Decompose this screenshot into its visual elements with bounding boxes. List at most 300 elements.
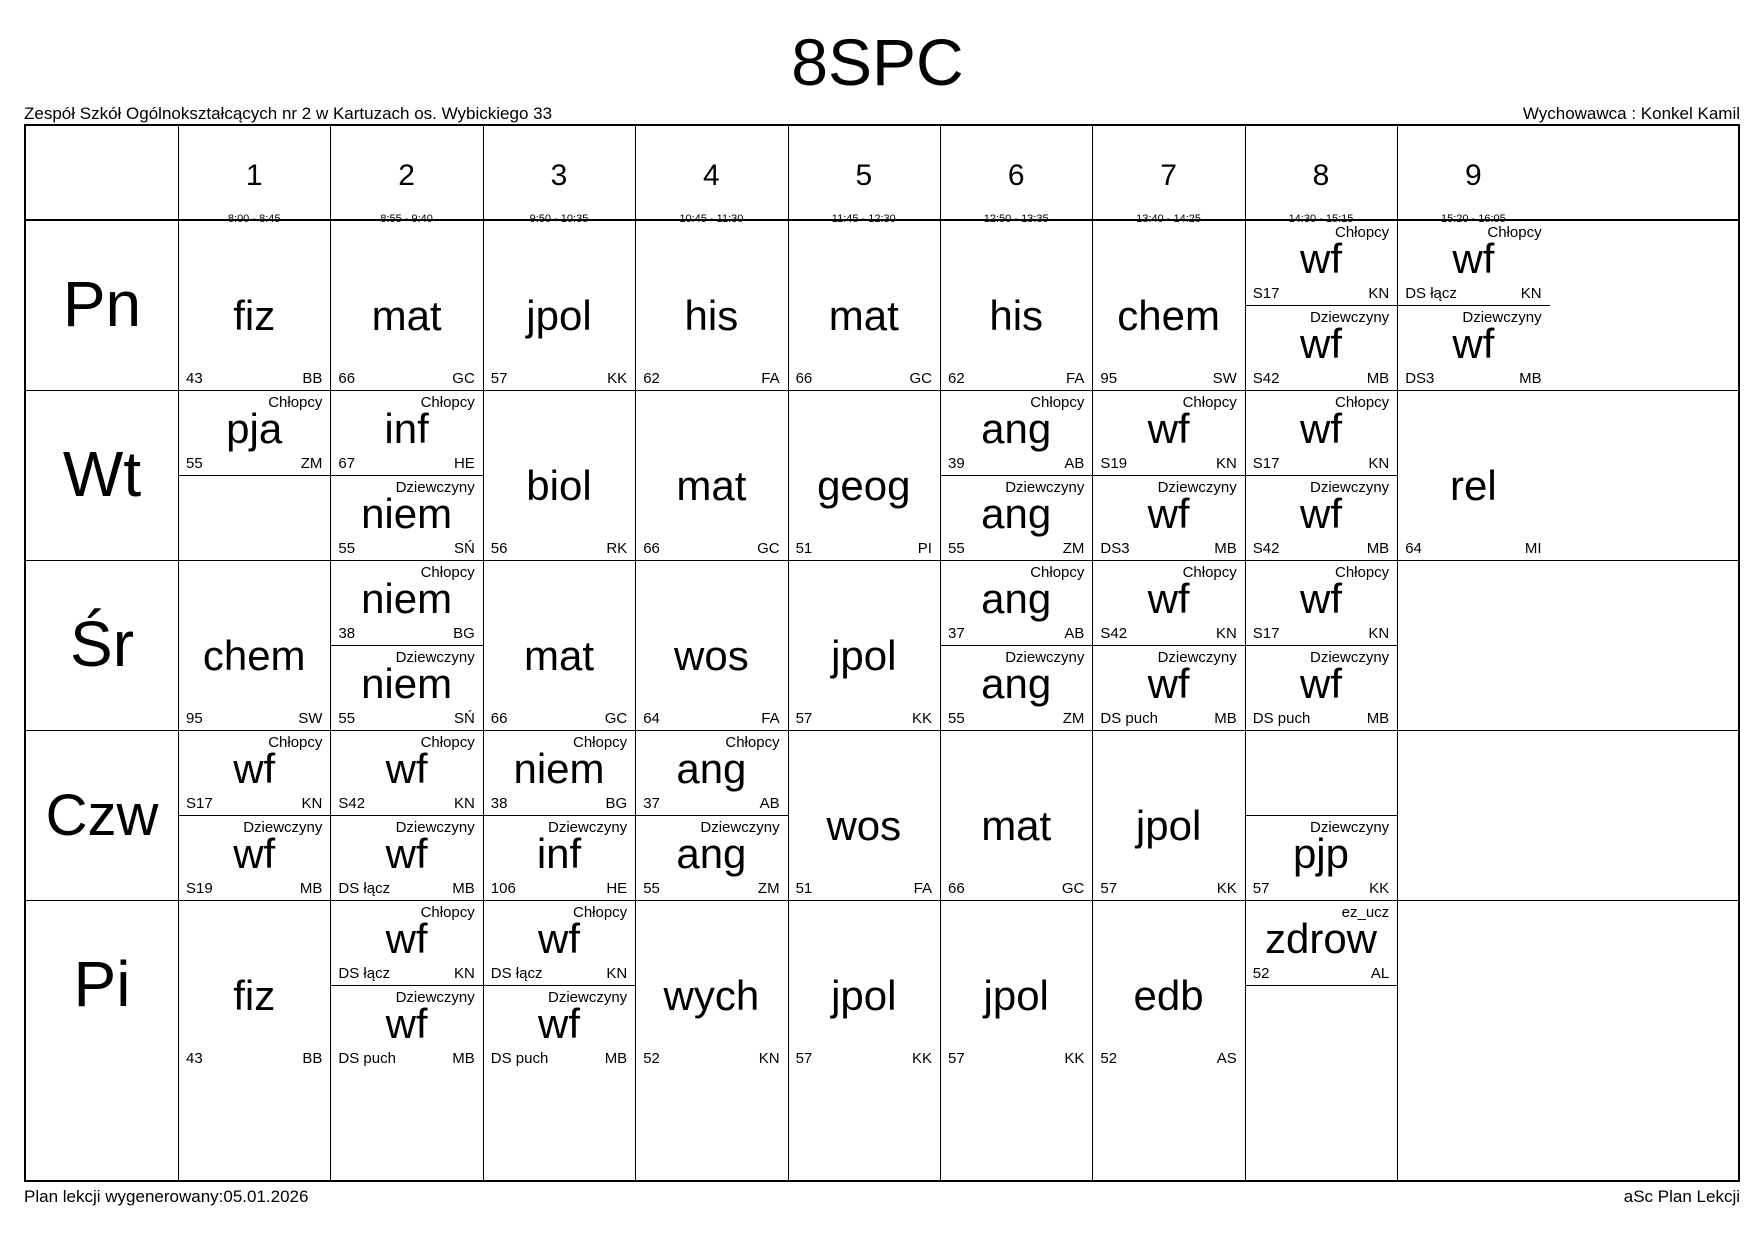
grid-line: [1245, 985, 1397, 986]
room-number: 64: [1405, 540, 1422, 557]
lesson-half-top: [635, 730, 787, 815]
group-label: Dziewczyny: [1310, 819, 1390, 836]
room-number: S17: [1252, 625, 1280, 642]
room-number: 106: [490, 880, 516, 897]
teacher-code: KN: [453, 965, 475, 982]
subject-name: wf: [1452, 235, 1495, 282]
teacher-code: AB: [1064, 625, 1085, 642]
period-header: [330, 126, 482, 225]
subject-name: wf: [537, 1000, 580, 1047]
group-label: Dziewczyny: [395, 819, 475, 836]
group-label: Chłopcy: [268, 734, 323, 751]
teacher-code: MB: [452, 880, 475, 897]
teacher-code: FA: [761, 710, 780, 727]
teacher-code: MB: [1214, 710, 1237, 727]
room-number: 66: [643, 540, 660, 557]
subject-name: jpol: [831, 632, 897, 679]
room-number: 55: [643, 880, 660, 897]
lesson-half-top: [1245, 220, 1397, 305]
lesson-half-top: [330, 900, 482, 985]
lesson-half-top: [940, 390, 1092, 475]
period-header: [788, 126, 940, 225]
room-number: S17: [1252, 455, 1280, 472]
teacher-code: AL: [1370, 965, 1390, 982]
lesson-half-bottom: [483, 815, 635, 900]
period-header: [483, 126, 635, 225]
lesson-half-bottom: [1092, 475, 1244, 560]
subject-name: mat: [371, 292, 442, 339]
room-number: 38: [338, 625, 356, 642]
period-header: [635, 126, 787, 225]
teacher-code: MB: [1366, 540, 1390, 557]
group-label: Chłopcy: [1334, 224, 1390, 241]
teacher-code: HE: [606, 880, 628, 897]
lesson-half-top: [483, 730, 635, 815]
period-number: 1: [245, 159, 263, 192]
day-name: Wt: [62, 438, 142, 510]
group-label: Dziewczyny: [1310, 479, 1390, 496]
lesson-half-top: [940, 560, 1092, 645]
teacher-code: GC: [757, 540, 780, 557]
teacher-code: KK: [911, 1050, 932, 1067]
subject-name: wf: [1452, 320, 1495, 367]
room-number: 57: [1252, 880, 1270, 897]
group-label: Dziewczyny: [1310, 309, 1390, 326]
room-number: DS łącz: [490, 965, 543, 982]
teacher-code: ZM: [1062, 710, 1085, 727]
group-label: Chłopcy: [1182, 564, 1237, 581]
teacher-code: BG: [605, 795, 628, 812]
teacher-code: KN: [1368, 455, 1390, 472]
lesson-half-top: [178, 730, 330, 815]
group-label: Chłopcy: [420, 734, 475, 751]
subject-name: chem: [202, 632, 306, 679]
lesson-half-bottom: [940, 645, 1092, 730]
day-cell: [26, 730, 178, 900]
room-number: S42: [1252, 370, 1280, 387]
teacher-code: SW: [298, 710, 323, 727]
teacher-code: BG: [453, 625, 475, 642]
lesson-cell: [635, 900, 787, 1070]
room-number: 52: [643, 1050, 660, 1067]
subject-name: wos: [674, 632, 749, 679]
teacher-code: BB: [302, 1050, 323, 1067]
group-label: Chłopcy: [268, 394, 323, 411]
subject-name: fiz: [233, 972, 276, 1019]
period-time: 12:50 - 13:35: [983, 213, 1049, 225]
lesson-cell: [1092, 900, 1244, 1070]
teacher-code: KN: [758, 1050, 780, 1067]
subject-name: jpol: [983, 972, 1049, 1019]
lesson-cell: [788, 900, 940, 1070]
teacher-code: ZM: [1062, 540, 1085, 557]
room-number: 95: [186, 710, 203, 727]
subject-name: wf: [1299, 660, 1342, 707]
teacher-code: KN: [1215, 455, 1237, 472]
room-number: 51: [795, 880, 813, 897]
teacher-code: SW: [1212, 370, 1237, 387]
room-number: 39: [948, 455, 965, 472]
teacher-code: MB: [452, 1050, 475, 1067]
lesson-half-top: [1245, 900, 1397, 985]
teacher-code: KK: [607, 370, 628, 387]
lesson-half-bottom: [330, 645, 482, 730]
period-header: [1092, 126, 1244, 225]
subject-name: his: [684, 292, 739, 339]
room-number: 55: [948, 710, 965, 727]
teacher-code: KN: [453, 795, 475, 812]
lesson-half-top: [178, 390, 330, 475]
teacher-code: KN: [1368, 625, 1390, 642]
subject-name: ang: [676, 745, 747, 792]
period-time: 13:40 - 14:25: [1136, 213, 1201, 225]
subject-name: pjp: [1292, 830, 1350, 877]
subject-name: jpol: [526, 292, 592, 339]
group-label: ez_ucz: [1341, 904, 1390, 921]
teacher-code: KN: [1215, 625, 1237, 642]
teacher-code: ZM: [300, 455, 323, 472]
period-header: [1245, 126, 1397, 225]
lesson-half-top: [1092, 390, 1244, 475]
room-number: 62: [643, 370, 660, 387]
lesson-cell: [940, 220, 1092, 390]
group-label: Chłopcy: [1030, 564, 1085, 581]
room-number: 66: [948, 880, 965, 897]
room-number: DS łącz: [338, 880, 391, 897]
lesson-half-top: [330, 730, 482, 815]
room-number: 62: [948, 370, 965, 387]
subject-name: zdrow: [1264, 915, 1378, 962]
subject-name: ang: [981, 405, 1052, 452]
lesson-cell: [178, 220, 330, 390]
subject-name: niem: [513, 745, 605, 792]
teacher-code: KN: [1368, 285, 1390, 302]
room-number: 38: [490, 795, 508, 812]
lesson-cell: [788, 730, 940, 900]
subject-name: wf: [233, 745, 276, 792]
day-cell: [26, 560, 178, 730]
lesson-half-bottom: [1245, 645, 1397, 730]
lesson-cell: [1092, 220, 1244, 390]
subject-name: edb: [1133, 972, 1204, 1019]
group-label: Dziewczyny: [1005, 649, 1085, 666]
group-label: Dziewczyny: [1157, 649, 1237, 666]
subject-name: wf: [537, 915, 580, 962]
teacher-code: RK: [606, 540, 628, 557]
teacher-code: KN: [606, 965, 628, 982]
period-number: 2: [398, 159, 415, 192]
subject-name: inf: [536, 830, 582, 877]
teacher-code: GC: [452, 370, 475, 387]
timetable-grid: [24, 124, 1740, 1182]
subject-name: biol: [526, 462, 592, 509]
subject-name: fiz: [233, 292, 276, 339]
teacher-code: MB: [299, 880, 323, 897]
teacher-code: SŃ: [453, 710, 475, 727]
teacher-code: AS: [1216, 1050, 1237, 1067]
room-number: 66: [795, 370, 813, 387]
teacher-code: KN: [1520, 285, 1542, 302]
app-credit: aSc Plan Lekcji: [1623, 1187, 1740, 1206]
teacher-code: KK: [1064, 1050, 1085, 1067]
lesson-half-top: [1092, 560, 1244, 645]
teacher-code: AB: [1064, 455, 1085, 472]
period-time: 10:45 - 11:30: [679, 213, 744, 225]
room-number: 37: [643, 795, 660, 812]
group-label: Chłopcy: [1487, 224, 1542, 241]
period-time: 8:00 - 8:45: [227, 213, 281, 225]
room-number: 55: [186, 455, 203, 472]
group-label: Chłopcy: [725, 734, 780, 751]
room-number: 43: [186, 370, 203, 387]
lesson-half-bottom: [1245, 475, 1397, 560]
lesson-half-bottom: [1092, 645, 1244, 730]
teacher-code: MI: [1524, 540, 1542, 557]
room-number: S42: [1100, 625, 1128, 642]
lesson-cell: [788, 560, 940, 730]
lesson-cell: [483, 220, 635, 390]
subject-name: wf: [1147, 490, 1190, 537]
room-number: 56: [490, 540, 508, 557]
lesson-half-top: [1397, 220, 1549, 305]
subject-name: wf: [1299, 405, 1342, 452]
lesson-cell: [1092, 730, 1244, 900]
group-label: Chłopcy: [420, 394, 475, 411]
room-number: DS puch: [1100, 710, 1158, 727]
lesson-cell: [788, 220, 940, 390]
class-teacher: Wychowawca : Konkel Kamil: [1522, 104, 1740, 123]
group-label: Chłopcy: [1030, 394, 1085, 411]
group-label: Dziewczyny: [395, 989, 475, 1006]
lesson-cell: [178, 560, 330, 730]
teacher-code: PI: [917, 540, 932, 557]
room-number: 64: [643, 710, 660, 727]
subject-name: jpol: [1135, 802, 1202, 849]
lesson-half-bottom: [330, 815, 482, 900]
period-number: 7: [1160, 159, 1177, 192]
subject-name: inf: [384, 405, 429, 452]
room-number: DS3: [1405, 370, 1435, 387]
subject-name: wf: [385, 915, 428, 962]
subject-name: niem: [361, 490, 453, 537]
lesson-half-bottom: [1245, 305, 1397, 390]
lesson-half-bottom: [940, 475, 1092, 560]
subject-name: wf: [385, 1000, 428, 1047]
subject-name: wf: [385, 745, 428, 792]
group-label: Chłopcy: [572, 734, 628, 751]
group-label: Chłopcy: [420, 904, 475, 921]
teacher-code: BB: [302, 370, 323, 387]
room-number: DS puch: [338, 1050, 396, 1067]
subject-name: his: [989, 292, 1044, 339]
subject-name: wf: [1299, 320, 1342, 367]
teacher-code: MB: [1214, 540, 1237, 557]
group-label: Chłopcy: [1334, 394, 1390, 411]
room-number: DS puch: [1252, 710, 1311, 727]
room-number: S19: [186, 880, 213, 897]
teacher-code: KK: [911, 710, 932, 727]
lesson-cell: [635, 560, 787, 730]
teacher-code: MB: [604, 1050, 628, 1067]
room-number: DS łącz: [338, 965, 391, 982]
lesson-half-top: [330, 390, 482, 475]
room-number: DS3: [1100, 540, 1130, 557]
room-number: 37: [948, 625, 965, 642]
room-number: 52: [1252, 965, 1270, 982]
day-cell: [26, 390, 178, 560]
teacher-code: FA: [761, 370, 780, 387]
lesson-half-bottom: [635, 815, 787, 900]
room-number: S42: [1252, 540, 1280, 557]
group-label: Dziewczyny: [700, 819, 780, 836]
period-number: 8: [1312, 159, 1330, 192]
subject-name: wf: [1147, 405, 1190, 452]
teacher-code: FA: [1066, 370, 1085, 387]
room-number: S17: [1252, 285, 1280, 302]
group-label: Chłopcy: [1182, 394, 1237, 411]
subject-name: wf: [1299, 490, 1342, 537]
group-label: Dziewczyny: [1310, 649, 1390, 666]
room-number: 57: [490, 370, 508, 387]
lesson-cell: [1397, 390, 1549, 560]
grid-line: [178, 475, 330, 476]
subject-name: wf: [1147, 660, 1190, 707]
subject-name: wf: [233, 830, 276, 877]
room-number: S17: [186, 795, 213, 812]
teacher-code: KK: [1369, 880, 1390, 897]
teacher-code: GC: [1061, 880, 1085, 897]
lesson-half-top: [1245, 390, 1397, 475]
period-time: 14:30 - 15:15: [1288, 213, 1354, 225]
group-label: Dziewczyny: [395, 649, 475, 666]
page-title: 8SPC: [791, 25, 964, 99]
subject-name: ang: [676, 830, 747, 877]
lesson-cell: [178, 900, 330, 1070]
lesson-cell: [635, 390, 787, 560]
room-number: 55: [338, 710, 356, 727]
subject-name: ang: [981, 575, 1052, 622]
group-label: Dziewczyny: [395, 479, 475, 496]
room-number: 66: [490, 710, 508, 727]
subject-name: wf: [385, 830, 428, 877]
room-number: 57: [1100, 880, 1118, 897]
subject-name: wos: [826, 802, 902, 849]
lesson-cell: [940, 900, 1092, 1070]
day-cell: [26, 900, 178, 1070]
period-time: 8:55 - 9:40: [380, 213, 433, 225]
room-number: 52: [1100, 1050, 1118, 1067]
teacher-code: GC: [909, 370, 932, 387]
school-name: Zespół Szkół Ogólnokształcących nr 2 w Kartuzach os. Wybickiego 33: [24, 104, 553, 123]
teacher-code: ZM: [757, 880, 780, 897]
day-name: Pn: [62, 268, 142, 340]
subject-name: wf: [1147, 575, 1190, 622]
period-header: [1397, 126, 1549, 225]
period-time: 11:45 - 12:30: [831, 213, 896, 225]
lesson-cell: [483, 390, 635, 560]
lesson-half-bottom: [1245, 815, 1397, 900]
subject-name: mat: [523, 632, 594, 679]
group-label: Chłopcy: [1334, 564, 1390, 581]
group-label: Dziewczyny: [243, 819, 323, 836]
teacher-code: AB: [759, 795, 780, 812]
teacher-code: MB: [1519, 370, 1542, 387]
lesson-cell: [940, 730, 1092, 900]
lesson-half-bottom: [1397, 305, 1549, 390]
teacher-code: KN: [301, 795, 323, 812]
room-number: 66: [338, 370, 356, 387]
subject-name: chem: [1117, 292, 1220, 339]
generated-date: Plan lekcji wygenerowany:05.01.2026: [24, 1187, 309, 1206]
subject-name: wf: [1299, 575, 1342, 622]
day-cell: [26, 220, 178, 390]
room-number: S42: [338, 795, 366, 812]
lesson-half-bottom: [330, 475, 482, 560]
room-number: 51: [795, 540, 813, 557]
period-time: 15:20 - 16:05: [1440, 213, 1506, 225]
subject-name: wf: [1299, 235, 1342, 282]
lesson-cell: [483, 560, 635, 730]
room-number: 43: [186, 1050, 203, 1067]
room-number: 67: [338, 455, 356, 472]
lesson-cell: [635, 220, 787, 390]
teacher-code: MB: [1366, 370, 1390, 387]
teacher-code: HE: [453, 455, 475, 472]
lesson-half-bottom: [483, 985, 635, 1070]
subject-name: jpol: [831, 972, 897, 1019]
period-number: 6: [1007, 159, 1025, 192]
group-label: Dziewczyny: [548, 989, 628, 1006]
period-header: [178, 126, 330, 225]
period-number: 4: [703, 159, 720, 192]
lesson-half-top: [330, 560, 482, 645]
subject-name: mat: [676, 462, 747, 509]
day-name: Śr: [70, 608, 134, 680]
teacher-code: FA: [913, 880, 932, 897]
lesson-half-bottom: [178, 815, 330, 900]
period-number: 9: [1465, 159, 1482, 192]
subject-name: ang: [981, 660, 1052, 707]
teacher-code: MB: [1366, 710, 1390, 727]
subject-name: rel: [1450, 462, 1497, 509]
room-number: DS łącz: [1405, 285, 1457, 302]
lesson-half-top: [483, 900, 635, 985]
day-name: Pi: [73, 948, 131, 1020]
teacher-code: GC: [604, 710, 628, 727]
room-number: 55: [948, 540, 965, 557]
room-number: 57: [948, 1050, 965, 1067]
room-number: 57: [795, 710, 813, 727]
subject-name: niem: [361, 575, 453, 622]
group-label: Chłopcy: [572, 904, 628, 921]
lesson-cell: [330, 220, 482, 390]
lesson-half-bottom: [330, 985, 482, 1070]
group-label: Dziewczyny: [1157, 479, 1237, 496]
subject-name: mat: [981, 802, 1052, 849]
room-number: 57: [795, 1050, 813, 1067]
subject-name: ang: [981, 490, 1052, 537]
teacher-code: SŃ: [453, 540, 475, 557]
lesson-cell: [788, 390, 940, 560]
group-label: Dziewczyny: [1005, 479, 1085, 496]
period-number: 3: [550, 159, 568, 192]
group-label: Dziewczyny: [1462, 309, 1542, 326]
group-label: Chłopcy: [420, 564, 475, 581]
subject-name: geog: [817, 462, 911, 509]
room-number: 55: [338, 540, 356, 557]
subject-name: pja: [226, 405, 283, 452]
period-time: 9:50 - 10:35: [529, 213, 589, 225]
